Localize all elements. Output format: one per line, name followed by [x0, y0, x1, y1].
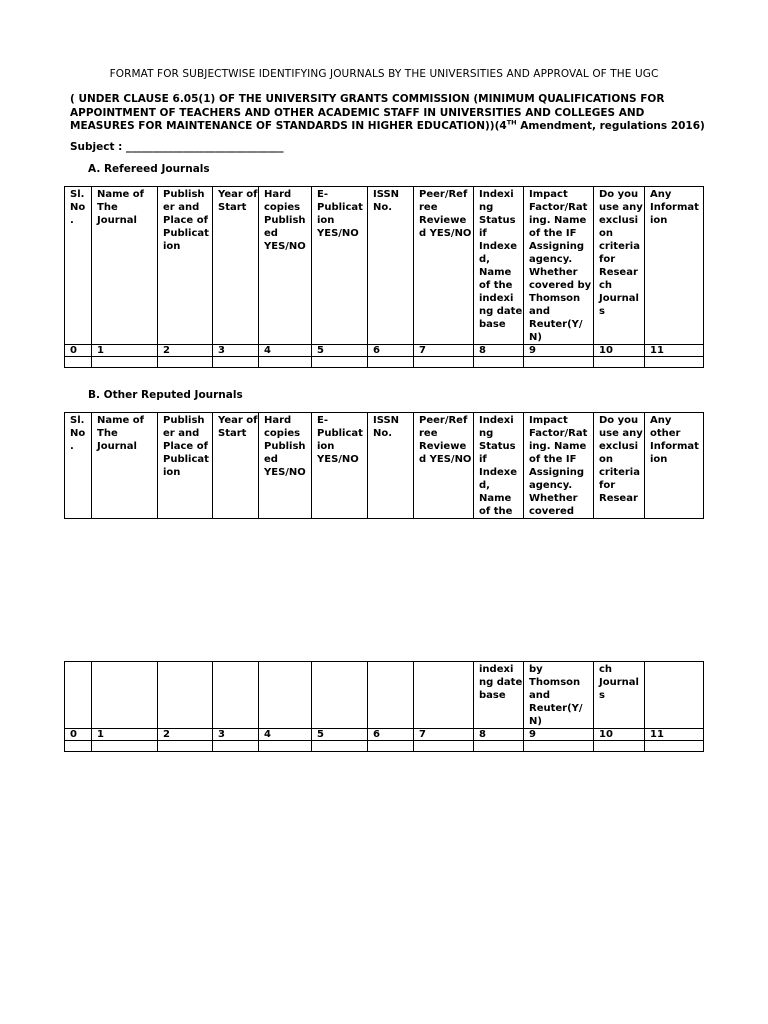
header-cell: indexi ng date base: [474, 662, 524, 729]
entry-cell[interactable]: [312, 741, 368, 752]
header-cell: Impact Factor/Rat ing. Name of the IF Assigning agency. Whether covered by Thomson and Reuter(Y/ N): [524, 187, 594, 345]
document-title: FORMAT FOR SUBJECTWISE IDENTIFYING JOURNALS BY THE UNIVERSITIES AND APPROVAL OF THE UGC: [109, 68, 659, 80]
refereed-journals-table: [64, 186, 704, 368]
regulation-clause: [70, 93, 710, 134]
column-number: 1: [92, 729, 158, 741]
column-number: 3: [213, 729, 259, 741]
header-cell: Sl. No .: [65, 413, 92, 519]
column-number: 11: [645, 729, 704, 741]
entry-cell[interactable]: [414, 357, 474, 368]
entry-cell[interactable]: [213, 741, 259, 752]
subject-field: Subject : ______________________________: [70, 141, 284, 153]
header-cell: Impact Factor/Rat ing. Name of the IF Assigning agency. Whether covered: [524, 413, 594, 519]
header-cell: [213, 662, 259, 729]
table-header-row: [65, 187, 704, 345]
section-b-heading: B. Other Reputed Journals: [88, 389, 243, 401]
header-cell: Any other Informat ion: [645, 413, 704, 519]
column-number: 11: [645, 345, 704, 357]
header-cell: Peer/Ref ree Reviewe d YES/NO: [414, 413, 474, 519]
column-number: 5: [312, 345, 368, 357]
column-number: 10: [594, 729, 645, 741]
header-cell: Hard copies Publish ed YES/NO: [259, 413, 312, 519]
entry-cell[interactable]: [414, 741, 474, 752]
entry-cell[interactable]: [259, 357, 312, 368]
header-cell: [92, 662, 158, 729]
header-cell: [645, 662, 704, 729]
header-cell: Name of The Journal: [92, 187, 158, 345]
entry-cell[interactable]: [368, 741, 414, 752]
header-cell: E-Publicat ion YES/NO: [312, 187, 368, 345]
header-cell: Any Informat ion: [645, 187, 704, 345]
column-number: 6: [368, 729, 414, 741]
header-cell: ISSN No.: [368, 187, 414, 345]
header-cell: Indexi ng Status if Indexe d, Name of the: [474, 413, 524, 519]
header-cell: Name of The Journal: [92, 413, 158, 519]
header-cell: [259, 662, 312, 729]
column-number: 0: [65, 729, 92, 741]
entry-cell[interactable]: [312, 357, 368, 368]
entry-cell[interactable]: [213, 357, 259, 368]
column-number: 0: [65, 345, 92, 357]
entry-cell[interactable]: [594, 357, 645, 368]
entry-cell[interactable]: [92, 357, 158, 368]
column-number: 4: [259, 345, 312, 357]
column-number: 7: [414, 729, 474, 741]
entry-cell[interactable]: [594, 741, 645, 752]
empty-entry-row: [65, 357, 704, 368]
other-journals-table-continued: [64, 661, 704, 752]
column-number: 9: [524, 345, 594, 357]
header-cell: Year of Start: [213, 187, 259, 345]
header-cell: by Thomson and Reuter(Y/ N): [524, 662, 594, 729]
column-number: 7: [414, 345, 474, 357]
column-number: 5: [312, 729, 368, 741]
entry-cell[interactable]: [474, 741, 524, 752]
entry-cell[interactable]: [645, 741, 704, 752]
empty-entry-row: [65, 741, 704, 752]
entry-cell[interactable]: [65, 741, 92, 752]
header-cell: [312, 662, 368, 729]
header-cell: Year of Start: [213, 413, 259, 519]
clause-text: ( UNDER CLAUSE 6.05(1) OF THE UNIVERSITY GRANTS COMMISSION (MINIMUM QUALIFICATIONS FOR APPOINTMENT OF TEACHERS AND OTHER ACADEMIC STAFF IN UNIVERSITIES AND COLLEGES AND MEASURES FOR MAINTENANCE OF STANDARDS IN HIGHER EDUCATION))(4: [70, 93, 665, 132]
table-header-continued-row: [65, 662, 704, 729]
header-cell: Do you use any exclusi on criteria for Resear: [594, 413, 645, 519]
header-cell: [65, 662, 92, 729]
entry-cell[interactable]: [158, 741, 213, 752]
header-cell: Sl. No .: [65, 187, 92, 345]
header-cell: ch Journal s: [594, 662, 645, 729]
header-cell: Peer/Ref ree Reviewe d YES/NO: [414, 187, 474, 345]
column-number: 6: [368, 345, 414, 357]
other-journals-table: [64, 412, 704, 519]
entry-cell[interactable]: [259, 741, 312, 752]
column-number: 3: [213, 345, 259, 357]
header-cell: [158, 662, 213, 729]
column-number-row: [65, 729, 704, 741]
header-cell: Publish er and Place of Publicat ion: [158, 187, 213, 345]
entry-cell[interactable]: [524, 357, 594, 368]
column-number: 8: [474, 729, 524, 741]
column-number: 4: [259, 729, 312, 741]
entry-cell[interactable]: [368, 357, 414, 368]
clause-text-end: Amendment, regulations 2016): [516, 120, 705, 132]
header-cell: E-Publicat ion YES/NO: [312, 413, 368, 519]
column-number: 1: [92, 345, 158, 357]
header-cell: ISSN No.: [368, 413, 414, 519]
entry-cell[interactable]: [92, 741, 158, 752]
column-number-row: [65, 345, 704, 357]
entry-cell[interactable]: [524, 741, 594, 752]
section-a-heading: A. Refereed Journals: [88, 163, 210, 175]
entry-cell[interactable]: [645, 357, 704, 368]
column-number: 2: [158, 729, 213, 741]
header-cell: Hard copies Publish ed YES/NO: [259, 187, 312, 345]
header-cell: Indexi ng Status if Indexe d, Name of the indexi ng date base: [474, 187, 524, 345]
entry-cell[interactable]: [158, 357, 213, 368]
column-number: 9: [524, 729, 594, 741]
header-cell: [368, 662, 414, 729]
header-cell: Do you use any exclusi on criteria for Resear ch Journal s: [594, 187, 645, 345]
entry-cell[interactable]: [474, 357, 524, 368]
clause-superscript: TH: [506, 118, 517, 127]
table-header-row: [65, 413, 704, 519]
column-number: 10: [594, 345, 645, 357]
header-cell: [414, 662, 474, 729]
entry-cell[interactable]: [65, 357, 92, 368]
column-number: 2: [158, 345, 213, 357]
column-number: 8: [474, 345, 524, 357]
header-cell: Publish er and Place of Publicat ion: [158, 413, 213, 519]
